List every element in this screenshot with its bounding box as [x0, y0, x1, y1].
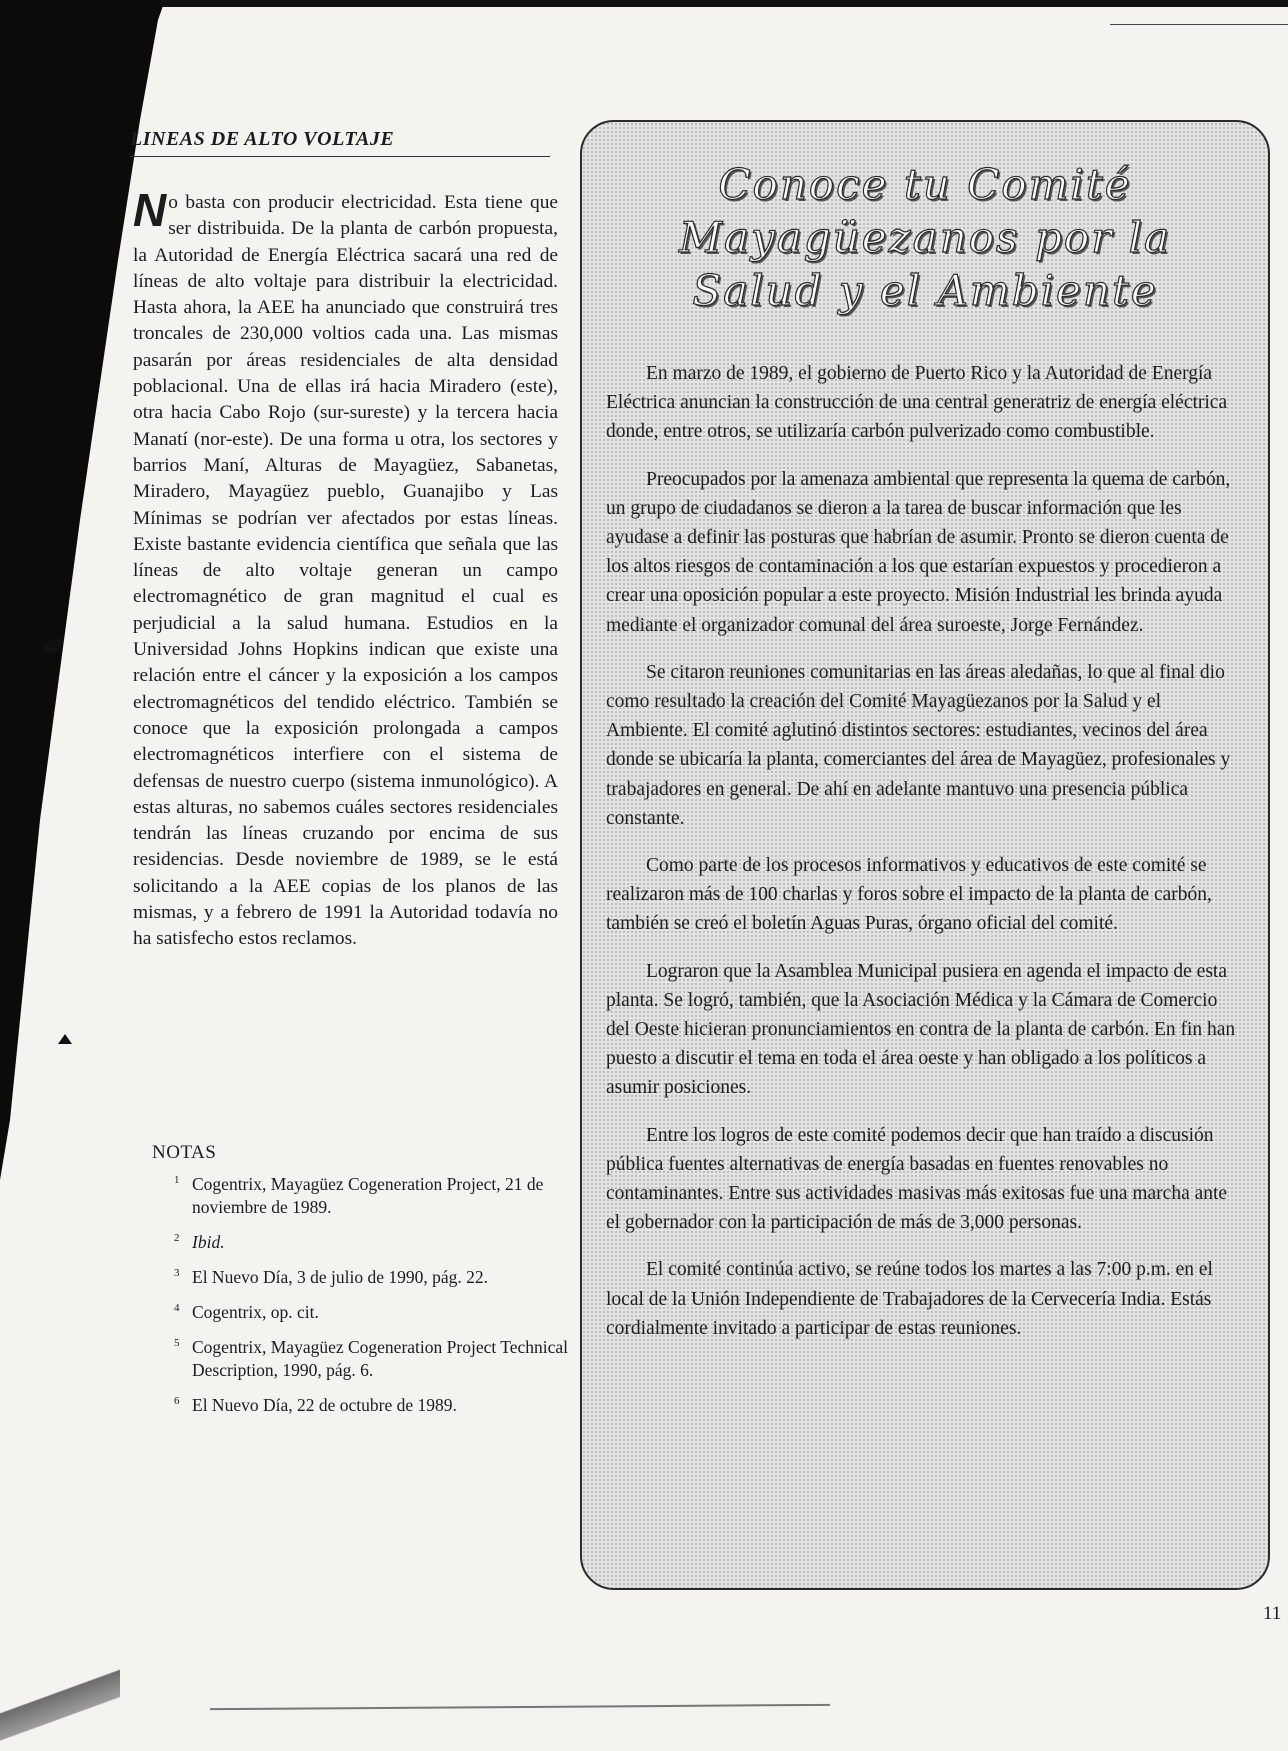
- article-column: [133, 184, 558, 953]
- box-paragraph: El comité continúa activo, se reúne todos los martes a las 7:00 p.m. en el local de la Unión Independiente de Trabajadores de la Cervecería India. Estás cordialmente invitado a participar de estas reuniones.: [606, 1259, 1213, 1339]
- note-text: Ibid.: [192, 1232, 225, 1252]
- bottom-rule: [210, 1704, 830, 1710]
- article-body: o basta con producir electricidad. Esta tiene que ser distribuida. De la planta de carbón propuesta, la Autoridad de Energía Eléctrica sacará una red de líneas de alto voltaje para distribuir la electricidad. Hasta ahora, la AEE ha anunciado que construirá tres troncales de 230,000 voltios cada una. Las mismas pasarán por áreas residenciales de alta densidad poblacional. Una de ellas irá hacia Miradero (este), otra hacia Cabo Rojo (sur-sureste) y la tercera hacia Manatí (nor-este). De una forma u otra, los sectores y barrios Maní, Alturas de Mayagüez, Sabanetas, Miradero, Mayagüez pueblo, Guanajibo y Las Mínimas se podrían ver afectados por estas líneas. Existe bastante evidencia científica que señala que las líneas de alto voltaje generan un campo electromagnético de gran magnitud el cual es perjudicial a la salud humana. Estudios en la Universidad Johns Hopkins indican que existe una relación entre el cáncer y la exposición a los campos electromagnéticos del tendido eléctrico. También se conoce que la exposición prolongada a campos electromagnéticos interfiere con el sistema de defensas de nuestro cuerpo (sistema inmunológico). A estas alturas, no sabemos cuáles sectores residenciales tendrán las líneas cruzando por encima de sus residencias. Desde noviembre de 1989, se le está solicitando a la AEE copias de los planos de las mismas, y a febrero de 1991 la Autoridad todavía no ha satisfecho estos reclamos.: [133, 192, 558, 950]
- box-title-line: Salud y el Ambiente: [692, 266, 1158, 315]
- box-title-line: Conoce tu Comité: [718, 160, 1132, 209]
- note-text: El Nuevo Día, 3 de julio de 1990, pág. 22.: [192, 1267, 488, 1287]
- notes-list: [174, 1173, 570, 1429]
- section-rule: [130, 156, 550, 157]
- note-number: 3: [174, 1267, 180, 1279]
- box-paragraph: Preocupados por la amenaza ambiental que representa la quema de carbón, un grupo de ciudadanos se dieron a la tarea de buscar información que les ayudase a definir las posturas que habrían de asumir. Pronto se dieron cuenta de los altos riesgos de contaminación a los que estarían expuestos y procedieron a crear una oposición popular a este proyecto. Misión Industrial les brinda ayuda mediante el organizador comunal del área suroeste, Jorge Fernández.: [606, 468, 1231, 636]
- note-item: [174, 1301, 570, 1324]
- notes-title: NOTAS: [152, 1142, 217, 1163]
- note-item: [174, 1394, 570, 1417]
- section-title: LINEAS DE ALTO VOLTAJE: [130, 128, 395, 150]
- note-item: [174, 1266, 570, 1289]
- article-paragraph: [133, 184, 558, 953]
- note-item: [174, 1231, 570, 1254]
- box-paragraph: En marzo de 1989, el gobierno de Puerto Rico y la Autoridad de Energía Eléctrica anuncian la construcción de una central generatriz de energía eléctrica donde, entre otros, se utilizaría carbón pulverizado como combustible.: [606, 363, 1228, 443]
- box-paragraph: Entre los logros de este comité podemos decir que han traído a discusión pública fuentes alternativas de energía basadas en fuentes renovables no contaminantes. Entre sus actividades masivas más exitosas fue una marcha ante el gobernador con la participación de más de 3,000 personas.: [606, 1124, 1228, 1234]
- scan-bottom-smear: [0, 1658, 120, 1751]
- note-number: 1: [174, 1174, 180, 1186]
- scan-top-edge: [160, 0, 1288, 7]
- note-text: Cogentrix, Mayagüez Cogeneration Project, 21 de noviembre de 1989.: [192, 1174, 544, 1217]
- committee-box: [580, 120, 1270, 1590]
- ink-mark: [58, 1034, 72, 1044]
- box-paragraph: Como parte de los procesos informativos y educativos de este comité se realizaron más de 100 charlas y foros sobre el impacto de la planta de carbón, también se creó el boletín Aguas Puras, órgano oficial del comité.: [606, 855, 1212, 935]
- box-paragraph: Lograron que la Asamblea Municipal pusiera en agenda el impacto de esta planta. Se logró, también, que la Asociación Médica y la Cámara de Comercio del Oeste hicieran pronunciamientos en contra de la planta de carbón. En fin han puesto a discutir el tema en toda el área oeste y han obligado a los políticos a asumir posiciones.: [606, 960, 1236, 1099]
- note-number: 4: [174, 1302, 180, 1314]
- note-text: Cogentrix, Mayagüez Cogeneration Project Technical Description, 1990, pág. 6.: [192, 1337, 569, 1380]
- box-body: [606, 359, 1246, 1361]
- note-number: 2: [174, 1232, 180, 1244]
- box-title: [582, 158, 1268, 317]
- box-paragraph: Se citaron reuniones comunitarias en las áreas aledañas, lo que al final dio como resultado la creación del Comité Mayagüezanos por la Salud y el Ambiente. El comité aglutinó distintos sectores: estudiantes, vecinos del área donde se ubicaría la planta, comerciantes del área de Mayagüez, profesionales y trabajadores en general. De ahí en adelante mantuvo una presencia pública constante.: [606, 661, 1231, 829]
- dropcap: N: [133, 184, 167, 236]
- page-number: 11: [1263, 1603, 1282, 1624]
- note-item: [174, 1173, 570, 1219]
- note-number: 5: [174, 1337, 180, 1349]
- note-number: 6: [174, 1395, 180, 1407]
- top-right-rule: [1110, 24, 1288, 25]
- note-item: [174, 1336, 570, 1382]
- box-title-line: Mayagüezanos por la: [678, 213, 1172, 262]
- note-text: Cogentrix, op. cit.: [192, 1302, 319, 1322]
- note-text: El Nuevo Día, 22 de octubre de 1989.: [192, 1395, 457, 1415]
